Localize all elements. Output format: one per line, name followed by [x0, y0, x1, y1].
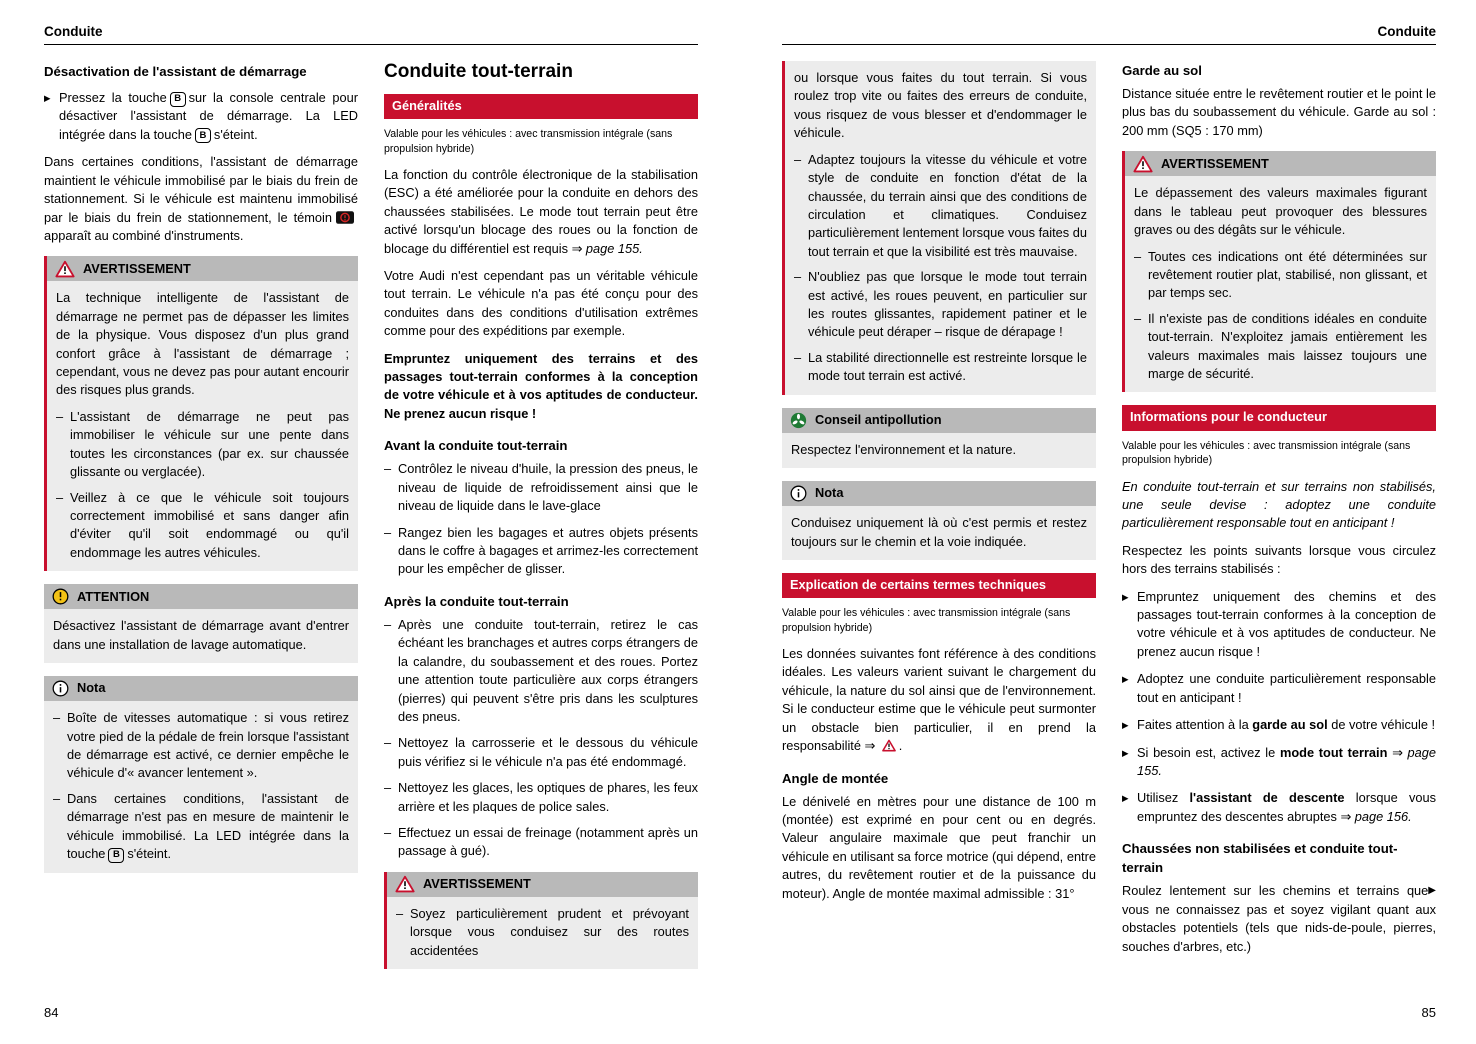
applicability-note: Valable pour les véhicules : avec transmission intégrale (sans propulsion hybride) [384, 128, 673, 155]
text-run: ⇒ [1387, 744, 1408, 760]
warning-item [56, 408, 349, 482]
nota-item [53, 709, 349, 783]
warning-triangle-icon [55, 260, 75, 278]
list-item [384, 734, 698, 771]
warning-box-continued [782, 61, 1096, 395]
list-item-text: – Nettoyez les glaces, les optiques de phares, les feux arrière et les plaques de police sales. [398, 780, 698, 814]
page-85 [738, 0, 1476, 1044]
text-run: apparaît au combiné d'instruments. [44, 227, 244, 243]
warning-intro: Le dépassement des valeurs maximales figurant dans le tableau peut provoquer des blessures graves ou des dégâts sur le véhicule. [1134, 185, 1427, 238]
applicability-note: Valable pour les véhicules : avec transmission intégrale (sans propulsion hybride) [1122, 439, 1411, 467]
page-reference: page 155. [1137, 744, 1436, 778]
hold-assist-button-icon: B [108, 848, 124, 863]
nota-label: Nota [77, 680, 106, 696]
nota-item-text [67, 790, 349, 864]
text-run: Les données suivantes font référence à des conditions idéales. Les valeurs varient suivant le chargement du véhicule, la nature du sol ainsi que de l'environnement. Si le conducteur estime que le véhicule peut surmonter un obstacle bien particulier, il en prend la responsabilité ⇒ [782, 646, 1096, 754]
warning-label: AVERTISSEMENT [83, 260, 191, 276]
warning-box-header [47, 256, 358, 281]
paragraph-bold: Empruntez uniquement des terrains et des passages tout-terrain conformes à la conception de votre véhicule et à vos aptitudes de conducteur. Ne prenez aucun risque ! [384, 350, 698, 421]
running-header [782, 24, 1436, 45]
list-item-text: – Rangez bien les bagages et autres objets présents dans le coffre à bagages et arrimez-les correctement pour les empêcher de glisser. [398, 524, 698, 577]
text-run: Dans certaines conditions, l'assistant de démarrage maintient le véhicule immobilisé par le biais du frein de stationnement. Si le véhicule est maintenu immobilisé par le biais du frein de stationnement, le témoin [44, 154, 358, 225]
page-reference: page 155. [585, 240, 643, 256]
column-2 [384, 61, 698, 982]
paragraph [384, 166, 698, 258]
paragraph-italic: En conduite tout-terrain et sur terrains non stabilisés, une seule devise : adoptez une conduite particulièrement responsable tout en anticipant ! [1122, 478, 1436, 531]
attention-box-header [44, 584, 358, 609]
text-run-bold: mode tout terrain [1279, 744, 1388, 760]
chapter-title: Conduite tout-terrain [384, 61, 573, 82]
action-step-text [1137, 789, 1436, 826]
subsection-heading: Chaussées non stabilisées et conduite tout-terrain [1122, 841, 1398, 876]
attention-text: Désactivez l'assistant de démarrage avant d'entrer dans une installation de lavage automatique. [53, 618, 349, 652]
warning-item-text: – Il n'existe pas de conditions idéales en conduite tout-terrain. N'exploitez jamais entièrement les valeurs maximales mais laissez toujours une marge de sécurité. [1148, 310, 1427, 382]
nota-box [782, 481, 1096, 560]
warning-item-text: – L'assistant de démarrage ne peut pas immobiliser le véhicule sur une pente dans toutes les circonstances (par ex. sur chaussée glissante ou verglacée). [70, 408, 349, 480]
applicability-note: Valable pour les véhicules : avec transmission intégrale (sans propulsion hybride) [782, 607, 1071, 634]
warning-intro: La technique intelligente de l'assistant de démarrage ne permet pas de dépasser les limites de la physique. Vous disposez d'un plus grand confort grâce à l'assistant de démarrage ; cependant, vous ne devez pas pour autant encourir des risques plus grands. [56, 290, 349, 398]
warning-box [384, 872, 698, 969]
action-step-text [1137, 744, 1436, 781]
warning-item-text: – Toutes ces indications ont été déterminées sur revêtement routier plat, stabilisé, non glissant, et par temps sec. [1148, 248, 1427, 301]
running-header [44, 24, 698, 45]
list-item [384, 616, 698, 727]
text-run: Dans certaines conditions, l'assistant de démarrage n'est pas en mesure de maintenir le véhicule immobilisé. La LED intégrée dans la touche [67, 790, 349, 862]
nota-box-header [782, 481, 1096, 506]
attention-label: ATTENTION [77, 588, 150, 604]
list-item [384, 460, 698, 515]
page-number: 85 [1421, 1005, 1436, 1020]
text-run: de votre véhicule ! [1327, 717, 1436, 733]
running-header-title: Conduite [1377, 24, 1436, 39]
paragraph [782, 645, 1096, 756]
warning-box-body [785, 61, 1096, 395]
paragraph: Le dénivelé en mètres pour une distance de 100 m (montée) est exprimé en pour cent ou en degrés. Valeur angulaire maximale que peut franchir un véhicule en utilisant sa force motrice (qui dépend, entre autres, du revêtement routier et de la puissance du moteur). Angle de montée maximal admissible : 31° [782, 793, 1096, 901]
action-step [1122, 670, 1436, 707]
list-item-text: – Nettoyez la carrosserie et le dessous du véhicule puis vérifiez si le véhicule n'a pas été endommagé. [398, 735, 698, 769]
text-run: s'éteint. [213, 126, 258, 142]
nota-item [53, 790, 349, 864]
nota-box-body [782, 506, 1096, 560]
warning-item [794, 349, 1087, 386]
column-1 [44, 61, 358, 886]
action-step [1122, 588, 1436, 662]
warning-box [44, 256, 358, 571]
list-item [384, 524, 698, 579]
list-item-text: – Contrôlez le niveau d'huile, la pression des pneus, le niveau de liquide de refroidissement ainsi que le niveau de liquide dans le lave-glace [398, 461, 698, 514]
text-run-bold: l'assistant de descente [1189, 790, 1345, 806]
warning-label: AVERTISSEMENT [423, 876, 531, 892]
eco-pinwheel-icon [790, 412, 807, 429]
text-run: lorsque vous empruntez des descentes abruptes ⇒ [1137, 790, 1437, 824]
parking-brake-indicator-icon [336, 211, 354, 224]
text-run: Roulez lentement sur les chemins et terrains que vous ne connaissez pas et soyez vigilant quant aux obstacles potentiels (tels que nids-de-poule, pierres, souches d'arbres, etc.) [1122, 883, 1436, 954]
caution-circle-icon [52, 588, 69, 605]
nota-text: Conduisez uniquement là où c'est permis et restez toujours sur le chemin et la voie indiquée. [791, 515, 1087, 549]
section-bar: Généralités [384, 94, 698, 119]
warning-item-text: – Soyez particulièrement prudent et prévoyant lorsque vous conduisez sur des routes accidentées [410, 905, 689, 958]
warning-box-body [1125, 176, 1436, 392]
paragraph [1122, 882, 1436, 956]
warning-triangle-icon [882, 739, 896, 752]
attention-box [44, 584, 358, 663]
hold-assist-button-icon: B [170, 92, 186, 107]
paragraph [44, 153, 358, 245]
page-number: 84 [44, 1005, 59, 1020]
eco-tip-label: Conseil antipollution [815, 412, 942, 428]
list-item-text: – Effectuez un essai de freinage (notamment après un passage à gué). [398, 825, 698, 859]
nota-item-text: – Boîte de vitesses automatique : si vous retirez votre pied de la pédale de frein lorsque l'assistant de démarrage est activé, ce dernier empêche le véhicule d'« avancer lentement ». [67, 710, 349, 781]
warning-item [1134, 248, 1427, 303]
text-run: . [898, 738, 903, 754]
text-run-bold: garde au sol [1252, 717, 1328, 733]
action-step [1122, 789, 1436, 826]
text-run: Empruntez uniquement des chemins et des passages tout-terrain conformes à la conception de votre véhicule et à vos aptitudes de conducteur. Ne prenez aucun risque ! [1137, 588, 1436, 659]
warning-triangle-icon [395, 875, 415, 893]
action-step-text [1137, 716, 1436, 734]
warning-label: AVERTISSEMENT [1161, 155, 1269, 171]
attention-box-body [44, 609, 358, 663]
action-step [1122, 716, 1436, 734]
text-run: Pressez la touche [59, 90, 167, 105]
warning-item-text: – Veillez à ce que le véhicule soit toujours correctement immobilisé et sans danger afin d'éviter qu'il soit endommagé ou qu'il endommage les autres véhicules. [70, 489, 349, 560]
continuation-arrow: ▶ [1428, 885, 1436, 897]
page-reference: page 156. [1354, 808, 1412, 824]
text-run: Faites attention à la [1137, 717, 1253, 733]
subsection-heading: Garde au sol [1122, 63, 1202, 78]
warning-box-header [1125, 151, 1436, 176]
action-step [1122, 744, 1436, 781]
warning-continuation-text: ou lorsque vous faites du tout terrain. Si vous roulez trop vite ou faites des erreurs de conduite, vous risquez de vous blesser et d'endommager le véhicule. [794, 70, 1087, 141]
list-item [384, 779, 698, 816]
warning-box-body [387, 897, 698, 969]
paragraph: Respectez les points suivants lorsque vous circulez hors des terrains stabilisés : [1122, 542, 1436, 577]
nota-box [44, 676, 358, 872]
subsection-heading: Angle de montée [782, 770, 889, 786]
text-run: Utilisez [1137, 790, 1190, 806]
action-step [44, 89, 358, 144]
warning-item [794, 268, 1087, 342]
warning-box [1122, 151, 1436, 392]
warning-item [56, 489, 349, 563]
columns [44, 61, 698, 982]
action-step-text [1137, 670, 1436, 707]
eco-tip-box-body [782, 433, 1096, 468]
nota-box-body [44, 701, 358, 872]
running-header-title: Conduite [44, 24, 103, 39]
nota-box-header [44, 676, 358, 701]
hold-assist-button-icon: B [195, 128, 211, 143]
column-3 [782, 61, 1096, 912]
warning-item-text: – Adaptez toujours la vitesse du véhicule et votre style de conduite en fonction d'état de la chaussée, du terrain ainsi que des conditions de circulation et climatiques. Conduisez particulièrement lentement lorsque vous faites du tout terrain et que la visibilité est très mauvaise. [808, 151, 1087, 259]
text-run: Si besoin est, activez le [1137, 744, 1280, 760]
section-bar: Explication de certains termes techniques [782, 573, 1096, 598]
warning-triangle-icon [1133, 155, 1153, 173]
warning-item-text: – La stabilité directionnelle est restreinte lorsque le mode tout terrain est activé. [808, 349, 1087, 384]
subsection-heading: Après la conduite tout-terrain [384, 593, 569, 609]
paragraph: Votre Audi n'est cependant pas un véritable véhicule tout terrain. Le véhicule n'a pas été conçu pour des conduites dans des conditions d'utilisation extrêmes comme pour des expéditions par exemple. [384, 267, 698, 339]
nota-label: Nota [815, 485, 844, 501]
warning-item [794, 151, 1087, 262]
columns [782, 61, 1436, 965]
text-run: Adoptez une conduite particulièrement responsable tout en anticipant ! [1137, 671, 1436, 705]
column-4 [1122, 61, 1436, 965]
paragraph: Distance située entre le revêtement routier et le point le plus bas du soubassement du véhicule. Garde au sol : 200 mm (SQ5 : 170 mm) [1122, 86, 1436, 138]
list-item-text: – Après une conduite tout-terrain, retirez le cas échéant les branchages et autres corps étrangers de la calandre, du soubassement et des roues. Portez une attention toute particulière aux corps étrangers (pierres) qui peuvent s'être pris dans les sculptures des pneus. [398, 616, 698, 724]
eco-tip-text: Respectez l'environnement et la nature. [791, 441, 1017, 457]
warning-box-body [47, 281, 358, 571]
section-heading: Désactivation de l'assistant de démarrage [44, 64, 307, 79]
list-item [384, 824, 698, 861]
info-circle-icon [790, 485, 807, 502]
text-run: La fonction du contrôle électronique de la stabilisation (ESC) a été améliorée pour la conduite en dehors des chaussées stabilisées. Le mode tout terrain peut être activé lorsqu'un blocage des roues ou la fonction de blocage du différentiel est requis ⇒ [384, 166, 698, 256]
warning-item [1134, 310, 1427, 384]
eco-tip-box-header [782, 408, 1096, 433]
text-run: s'éteint. [127, 846, 172, 862]
warning-item [396, 905, 689, 960]
eco-tip-box [782, 408, 1096, 468]
info-circle-icon [52, 680, 69, 697]
action-step-text [59, 89, 358, 144]
subsection-heading: Avant la conduite tout-terrain [384, 438, 568, 454]
section-bar: Informations pour le conducteur [1122, 405, 1436, 430]
warning-box-header [387, 872, 698, 897]
warning-item-text: – N'oubliez pas que lorsque le mode tout terrain est activé, les roues peuvent, en particulier sur les routes glissantes, rapidement patiner et le véhicule peut déraper – risque de dérapage ! [808, 269, 1087, 340]
action-step-text [1137, 588, 1436, 662]
text-run: sur la console centrale pour désactiver l'assistant de démarrage. La LED intégrée dans la touche [59, 90, 358, 142]
